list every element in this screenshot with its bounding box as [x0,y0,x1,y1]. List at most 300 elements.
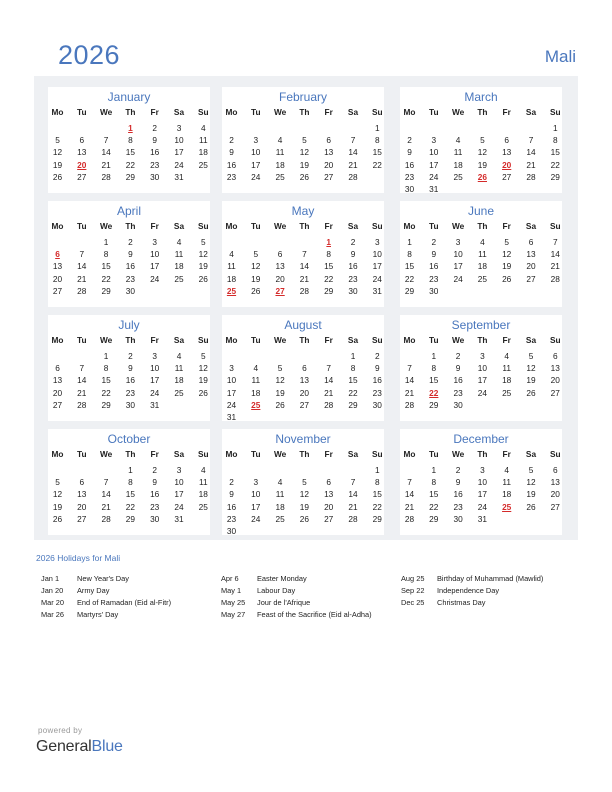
day-cell: 18 [174,261,184,272]
day-cell: 8 [431,363,437,374]
day-cell: 12 [52,147,63,158]
day-cell: 10 [251,489,261,500]
weekday-header: Th [299,335,310,345]
day-cell: 5 [302,477,307,488]
weekday-header: We [273,449,287,459]
day-cell: 14 [77,375,87,386]
month-name: December [453,432,509,446]
day-cell: 17 [251,501,261,512]
holiday-date: May 1 [221,586,242,595]
holiday-day-cell: 26 [477,171,487,182]
day-cell: 11 [174,363,184,374]
day-cell: 8 [374,135,380,146]
day-cell: 25 [275,513,285,524]
weekday-header: Mo [225,449,238,459]
day-cell: 15 [372,147,382,158]
day-cell: 18 [502,375,512,386]
day-cell: 10 [150,249,160,260]
month-may [222,201,384,307]
day-cell: 19 [477,159,487,170]
day-cell: 14 [550,249,560,260]
month-april [48,201,210,307]
weekday-header: We [273,221,287,231]
day-cell: 17 [226,387,237,398]
day-cell: 4 [200,465,206,475]
day-cell: 28 [348,171,358,182]
weekday-header: Su [549,335,561,345]
weekday-header: Su [371,107,383,117]
day-cell: 2 [431,237,437,247]
month-september [400,315,562,421]
day-cell: 1 [374,123,380,133]
country-title: Mali [544,47,576,66]
weekday-header: Fr [150,107,159,117]
weekday-header: Fr [324,107,333,117]
day-cell: 21 [101,501,111,512]
day-cell: 28 [299,285,309,296]
day-cell: 7 [350,135,356,146]
day-cell: 28 [404,513,415,524]
day-cell: 12 [198,363,208,374]
day-cell: 27 [324,513,334,524]
day-cell: 2 [350,237,356,247]
day-cell: 8 [374,477,380,488]
weekday-header: Tu [77,335,87,345]
day-cell: 27 [52,285,63,296]
day-cell: 28 [77,285,87,296]
day-cell: 14 [101,147,111,158]
day-cell: 19 [502,261,512,272]
day-cell: 6 [552,351,558,361]
weekday-header: We [99,221,113,231]
weekday-header: Mo [403,107,416,117]
day-cell: 18 [174,375,184,386]
day-cell: 17 [453,261,463,272]
day-cell: 9 [229,489,234,500]
weekday-header: Fr [324,221,333,231]
weekday-header: Tu [77,221,87,231]
month-name: February [278,90,328,104]
day-cell: 2 [455,465,461,475]
day-cell: 4 [480,237,485,247]
holiday-date: Apr 6 [221,574,239,583]
day-cell: 29 [429,513,439,524]
day-cell: 17 [477,489,487,500]
day-cell: 13 [275,261,285,272]
day-cell: 29 [429,399,439,410]
day-cell: 7 [103,135,109,146]
day-cell: 5 [528,351,534,361]
day-cell: 12 [299,489,309,500]
weekday-header: Mo [403,221,416,231]
day-cell: 2 [455,351,461,361]
day-cell: 24 [174,501,184,512]
day-cell: 15 [125,489,135,500]
day-cell: 12 [526,363,536,374]
day-cell: 10 [251,147,261,158]
day-cell: 10 [429,147,439,158]
day-cell: 5 [277,363,283,374]
day-cell: 4 [176,351,182,361]
weekday-header: Th [477,449,488,459]
weekday-header: We [99,335,113,345]
month-name: October [107,432,151,446]
weekday-header: Tu [429,449,439,459]
day-cell: 25 [198,501,208,512]
day-cell: 15 [404,261,415,272]
day-cell: 14 [101,489,111,500]
day-cell: 31 [174,513,184,524]
day-cell: 27 [77,171,87,182]
holiday-date: Mar 26 [41,610,65,619]
day-cell: 1 [103,237,109,247]
day-cell: 21 [550,261,560,272]
day-cell: 21 [101,159,111,170]
day-cell: 24 [477,501,487,512]
holiday-name: Martyrs' Day [77,610,119,619]
day-cell: 9 [455,477,461,488]
day-cell: 23 [125,273,135,284]
day-cell: 30 [125,285,135,296]
day-cell: 2 [229,477,234,488]
day-cell: 11 [478,249,487,260]
day-cell: 25 [174,273,184,284]
day-cell: 4 [229,249,234,260]
day-cell: 16 [150,147,160,158]
day-cell: 11 [227,261,236,272]
day-cell: 19 [198,375,208,386]
day-cell: 16 [348,261,358,272]
day-cell: 14 [324,375,334,386]
day-cell: 18 [226,273,237,284]
day-cell: 16 [226,159,237,170]
weekday-header: Mo [51,335,64,345]
day-cell: 10 [453,249,463,260]
weekday-header: Tu [77,107,87,117]
weekday-header: Sa [173,449,185,459]
day-cell: 31 [150,399,160,410]
holiday-date: Jan 1 [41,574,60,583]
day-cell: 3 [253,135,259,146]
day-cell: 20 [324,501,334,512]
weekday-header: Tu [251,449,261,459]
day-cell: 3 [152,237,157,247]
day-cell: 30 [453,513,463,524]
day-cell: 30 [125,399,135,410]
day-cell: 30 [429,285,439,296]
holiday-name: Independence Day [437,586,500,595]
day-cell: 14 [404,375,415,386]
day-cell: 1 [374,465,380,475]
day-cell: 15 [348,375,358,386]
weekday-header: Sa [173,221,185,231]
day-cell: 9 [431,249,437,260]
weekday-header: Tu [77,449,87,459]
day-cell: 31 [477,513,487,524]
day-cell: 21 [77,273,87,284]
day-cell: 2 [128,237,133,247]
brand-part-general: General [36,738,92,755]
day-cell: 4 [277,135,283,146]
day-cell: 24 [150,273,160,284]
weekday-header: We [451,107,465,117]
month-june [400,201,562,307]
day-cell: 28 [526,171,536,182]
generalblue-logo[interactable] [36,738,123,756]
weekday-header: Su [197,335,209,345]
day-cell: 6 [277,249,283,260]
day-cell: 8 [128,477,133,488]
day-cell: 3 [480,465,485,475]
day-cell: 23 [429,273,439,284]
day-cell: 8 [326,249,331,260]
day-cell: 9 [128,249,133,260]
day-cell: 26 [251,285,261,296]
day-cell: 16 [226,501,237,512]
weekday-header: We [451,335,465,345]
month-name: March [464,90,498,104]
weekday-header: Th [477,221,488,231]
day-cell: 6 [79,135,85,146]
holiday-name: Labour Day [257,586,296,595]
day-cell: 2 [152,123,157,133]
day-cell: 29 [125,171,135,182]
weekday-header: Fr [324,449,333,459]
day-cell: 6 [79,477,85,488]
day-cell: 19 [526,375,536,386]
day-cell: 18 [275,159,285,170]
weekday-header: Th [125,335,136,345]
weekday-header: Fr [324,335,333,345]
day-cell: 31 [174,171,184,182]
day-cell: 16 [372,375,382,386]
weekday-header: Tu [251,221,261,231]
day-cell: 9 [229,147,234,158]
day-cell: 20 [299,387,309,398]
weekday-header: Th [125,221,136,231]
day-cell: 22 [125,501,135,512]
day-cell: 9 [455,363,461,374]
day-cell: 27 [550,387,560,398]
day-cell: 7 [350,477,356,488]
holiday-day-cell: 22 [429,387,439,398]
day-cell: 13 [52,375,63,386]
day-cell: 20 [526,261,536,272]
day-cell: 27 [77,513,87,524]
day-cell: 8 [128,135,133,146]
day-cell: 31 [429,184,439,194]
day-cell: 3 [176,465,182,475]
day-cell: 19 [52,159,63,170]
weekday-header: Sa [525,107,537,117]
weekday-header: Su [371,335,383,345]
holiday-day-cell: 25 [502,501,512,512]
day-cell: 25 [453,171,463,182]
day-cell: 19 [526,489,536,500]
weekday-header: Th [299,449,310,459]
day-cell: 1 [431,351,437,361]
weekday-header: Fr [150,335,159,345]
day-cell: 1 [431,465,437,475]
weekday-header: Fr [502,449,511,459]
day-cell: 4 [176,237,182,247]
day-cell: 20 [275,273,285,284]
weekday-header: Sa [173,107,185,117]
month-july [48,315,210,421]
day-cell: 22 [429,501,439,512]
day-cell: 23 [125,387,135,398]
day-cell: 30 [348,285,358,296]
day-cell: 13 [77,489,87,500]
day-cell: 26 [502,273,512,284]
month-name: November [275,432,331,446]
holiday-name: Army Day [77,586,110,595]
day-cell: 27 [502,171,512,182]
day-cell: 24 [429,171,439,182]
day-cell: 3 [480,351,485,361]
day-cell: 30 [150,513,160,524]
day-cell: 1 [103,351,109,361]
day-cell: 11 [251,375,261,386]
day-cell: 21 [404,501,415,512]
day-cell: 12 [477,147,487,158]
day-cell: 24 [372,273,382,284]
day-cell: 17 [150,261,160,272]
day-cell: 25 [477,273,487,284]
day-cell: 28 [324,399,334,410]
day-cell: 28 [101,171,111,182]
day-cell: 21 [404,387,415,398]
holiday-name: Birthday of Muhammad (Mawlid) [437,574,544,583]
day-cell: 17 [251,159,261,170]
day-cell: 28 [550,273,560,284]
day-cell: 14 [526,147,536,158]
day-cell: 22 [324,273,334,284]
holiday-day-cell: 6 [55,249,60,260]
day-cell: 29 [348,399,358,410]
weekday-header: Sa [525,221,537,231]
day-cell: 7 [407,477,412,488]
day-cell: 9 [152,477,157,488]
day-cell: 17 [174,489,184,500]
day-cell: 18 [453,159,463,170]
day-cell: 23 [226,171,237,182]
day-cell: 27 [52,399,63,410]
day-cell: 13 [77,147,87,158]
day-cell: 14 [348,489,358,500]
day-cell: 17 [429,159,439,170]
weekday-header: Su [549,221,561,231]
day-cell: 4 [455,135,461,146]
day-cell: 19 [299,159,309,170]
weekday-header: Tu [429,107,439,117]
weekday-header: Sa [347,107,359,117]
day-cell: 2 [229,135,234,146]
weekday-header: Th [125,449,136,459]
day-cell: 5 [200,237,206,247]
weekday-header: Su [197,107,209,117]
day-cell: 30 [453,399,463,410]
holiday-name: Easter Monday [257,574,307,583]
holiday-day-cell: 25 [251,399,261,410]
day-cell: 31 [226,412,237,422]
day-cell: 3 [176,123,182,133]
day-cell: 3 [229,363,234,374]
day-cell: 24 [251,513,261,524]
day-cell: 18 [198,147,208,158]
day-cell: 30 [372,399,382,410]
day-cell: 21 [526,159,536,170]
day-cell: 5 [55,135,60,146]
holiday-date: May 27 [221,610,246,619]
day-cell: 9 [350,249,356,260]
day-cell: 22 [372,159,382,170]
day-cell: 14 [77,261,87,272]
day-cell: 2 [374,351,380,361]
day-cell: 15 [550,147,560,158]
day-cell: 7 [326,363,331,374]
day-cell: 16 [125,375,135,386]
weekday-header: Su [197,449,209,459]
day-cell: 6 [552,465,558,475]
day-cell: 23 [404,171,415,182]
weekday-header: Fr [502,335,511,345]
day-cell: 7 [103,477,109,488]
day-cell: 19 [299,501,309,512]
day-cell: 15 [101,375,111,386]
day-cell: 16 [404,159,415,170]
day-cell: 2 [152,465,157,475]
day-cell: 16 [429,261,439,272]
day-cell: 13 [299,375,309,386]
day-cell: 4 [504,351,509,361]
day-cell: 10 [226,375,237,386]
day-cell: 9 [152,135,157,146]
day-cell: 27 [550,501,560,512]
day-cell: 31 [372,285,382,296]
day-cell: 25 [275,171,285,182]
holiday-date: Dec 25 [401,598,425,607]
day-cell: 25 [198,159,208,170]
day-cell: 8 [103,363,109,374]
day-cell: 12 [526,477,536,488]
day-cell: 5 [504,237,509,247]
day-cell: 6 [326,135,331,146]
day-cell: 23 [453,387,463,398]
day-cell: 6 [326,477,331,488]
holiday-date: Jan 20 [41,586,64,595]
day-cell: 1 [407,237,412,247]
day-cell: 18 [251,387,261,398]
day-cell: 26 [526,501,536,512]
holiday-day-cell: 27 [275,285,285,296]
holiday-name: End of Ramadan (Eid al-Fitr) [77,598,172,607]
day-cell: 24 [477,387,487,398]
holiday-date: Sep 22 [401,586,425,595]
day-cell: 28 [348,513,358,524]
day-cell: 28 [77,399,87,410]
day-cell: 13 [550,477,560,488]
day-cell: 10 [174,477,184,488]
day-cell: 11 [198,135,208,146]
day-cell: 12 [502,249,512,260]
holiday-date: Mar 20 [41,598,65,607]
day-cell: 15 [429,375,439,386]
day-cell: 18 [198,489,208,500]
day-cell: 10 [150,363,160,374]
weekday-header: Mo [51,107,64,117]
day-cell: 4 [504,465,509,475]
